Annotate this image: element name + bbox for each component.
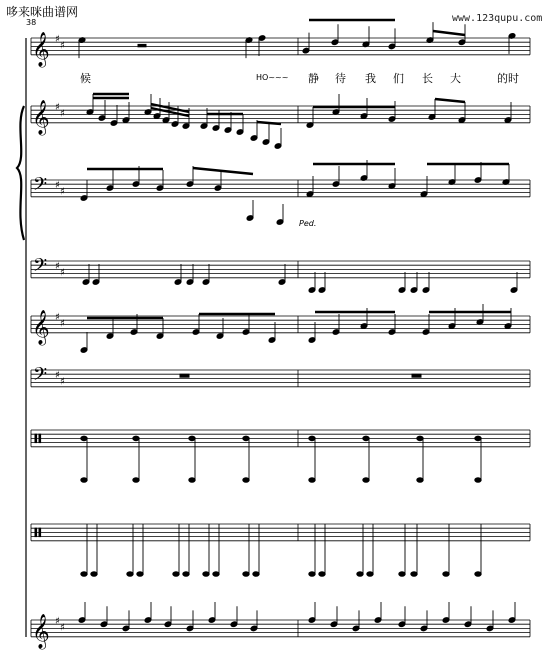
note-head xyxy=(262,139,270,146)
key-signature-sharp: ♯ xyxy=(60,622,65,634)
brace xyxy=(17,106,24,240)
note-head xyxy=(137,572,143,577)
note-head xyxy=(243,478,249,483)
note-head xyxy=(331,39,339,46)
note-head xyxy=(200,123,208,130)
lyric-word: 我 xyxy=(365,72,376,85)
note-head xyxy=(130,329,138,336)
note-head xyxy=(474,177,482,184)
note-head xyxy=(309,436,315,441)
key-signature-sharp: ♯ xyxy=(60,186,65,198)
note-head xyxy=(475,572,481,577)
note-head xyxy=(475,478,481,483)
note-head xyxy=(171,121,179,128)
beam xyxy=(257,122,281,124)
key-signature-sharp: ♯ xyxy=(60,318,65,330)
key-signature-sharp: ♯ xyxy=(60,376,65,388)
note-head xyxy=(278,279,286,286)
lyric-word: 大 xyxy=(450,72,461,85)
note-head xyxy=(422,287,430,294)
note-head xyxy=(388,116,396,123)
note-head xyxy=(309,572,315,577)
key-signature-sharp: ♯ xyxy=(55,312,60,323)
note-head xyxy=(302,47,310,54)
note-head xyxy=(417,478,423,483)
note-head xyxy=(357,572,363,577)
note-head xyxy=(156,333,164,340)
key-signature-sharp: ♯ xyxy=(60,40,65,52)
note-head xyxy=(510,287,518,294)
note-head xyxy=(110,120,118,127)
beam xyxy=(193,168,253,174)
note-head xyxy=(243,572,249,577)
note-head xyxy=(242,329,250,336)
note-head xyxy=(81,572,87,577)
note-head xyxy=(214,185,222,192)
lyric-word: 的时 xyxy=(497,72,519,85)
note-head xyxy=(80,195,88,202)
note-head xyxy=(443,572,449,577)
note-head xyxy=(91,572,97,577)
key-signature-sharp: ♯ xyxy=(60,267,65,279)
note-head xyxy=(458,117,466,124)
note-head xyxy=(133,478,139,483)
note-head xyxy=(309,478,315,483)
note-head xyxy=(475,436,481,441)
note-head xyxy=(203,572,209,577)
note-head xyxy=(268,337,276,344)
note-head xyxy=(363,478,369,483)
note-head xyxy=(132,181,140,188)
note-head xyxy=(398,287,406,294)
note-head xyxy=(258,35,266,42)
note-head xyxy=(486,625,494,632)
note-head xyxy=(318,287,326,294)
note-head xyxy=(306,191,314,198)
note-head xyxy=(144,617,152,624)
lyric-word: 静 xyxy=(308,72,319,85)
measure-number: 38 xyxy=(26,18,37,27)
note-head xyxy=(156,185,164,192)
note-head xyxy=(162,117,170,124)
treble-clef: 𝄞 xyxy=(32,31,50,67)
note-head xyxy=(420,625,428,632)
note-head xyxy=(186,279,194,286)
note-head xyxy=(508,617,516,624)
key-signature-sharp: ♯ xyxy=(60,108,65,120)
note-head xyxy=(81,478,87,483)
beam xyxy=(433,31,465,35)
note-head xyxy=(189,478,195,483)
note-head xyxy=(186,625,194,632)
note-head xyxy=(208,617,216,624)
note-head xyxy=(122,625,130,632)
lyric-word: 候 xyxy=(80,72,91,85)
note-head xyxy=(308,287,316,294)
key-signature-sharp: ♯ xyxy=(55,370,60,382)
percussion-clef xyxy=(35,528,37,536)
lyric-word: 长 xyxy=(422,72,433,85)
note-head xyxy=(332,329,340,336)
note-head xyxy=(274,143,282,150)
key-signature-sharp: ♯ xyxy=(55,261,60,273)
note-head xyxy=(442,617,450,624)
note-head xyxy=(127,572,133,577)
note-head xyxy=(92,279,100,286)
key-signature-sharp: ♯ xyxy=(55,102,60,113)
note-head xyxy=(417,436,423,441)
site-url: www.123qupu.com xyxy=(452,13,543,24)
note-head xyxy=(164,621,172,628)
note-head xyxy=(422,329,430,336)
site-title: 哆来咪曲谱网 xyxy=(6,5,79,19)
percussion-clef xyxy=(39,528,41,536)
treble-clef: 𝄞 xyxy=(32,99,50,135)
lyric-ho: HO~~~ xyxy=(256,73,289,82)
note-head xyxy=(363,436,369,441)
note-head xyxy=(250,135,258,142)
note-head xyxy=(398,621,406,628)
beam xyxy=(435,99,465,102)
note-head xyxy=(173,572,179,577)
percussion-clef xyxy=(39,434,41,442)
note-head xyxy=(100,621,108,628)
note-head xyxy=(504,117,512,124)
note-head xyxy=(98,115,106,122)
note-head xyxy=(319,572,325,577)
note-head xyxy=(212,125,220,132)
key-signature-sharp: ♯ xyxy=(55,616,60,627)
note-head xyxy=(253,572,259,577)
note-head xyxy=(224,127,232,134)
note-head xyxy=(374,617,382,624)
note-head xyxy=(106,333,114,340)
note-head xyxy=(122,117,130,124)
note-head xyxy=(420,191,428,198)
note-head xyxy=(106,185,114,192)
note-head xyxy=(182,123,190,130)
note-head xyxy=(213,572,219,577)
note-head xyxy=(276,219,284,226)
half-rest xyxy=(138,44,146,46)
note-head xyxy=(399,572,405,577)
key-signature-sharp: ♯ xyxy=(55,180,60,192)
whole-rest xyxy=(412,374,421,377)
key-signature-sharp: ♯ xyxy=(55,34,60,45)
note-head xyxy=(133,436,139,441)
bass-clef: 𝄢 xyxy=(33,364,48,390)
note-head xyxy=(308,337,316,344)
whole-rest xyxy=(180,374,189,377)
bass-clef: 𝄢 xyxy=(33,255,48,281)
treble-clef: 𝄞 xyxy=(32,613,50,649)
note-head xyxy=(186,181,194,188)
pedal-marking: Ped. xyxy=(299,219,317,228)
note-head xyxy=(174,279,182,286)
lyric-word: 们 xyxy=(393,72,404,85)
note-head xyxy=(236,129,244,136)
note-head xyxy=(388,43,396,50)
note-head xyxy=(410,287,418,294)
note-head xyxy=(81,436,87,441)
percussion-clef xyxy=(35,434,37,442)
note-head xyxy=(82,279,90,286)
note-head xyxy=(411,572,417,577)
note-head xyxy=(192,329,200,336)
note-head xyxy=(388,329,396,336)
note-head xyxy=(80,347,88,354)
note-head xyxy=(189,436,195,441)
bass-clef: 𝄢 xyxy=(33,174,48,200)
note-head xyxy=(332,181,340,188)
note-head xyxy=(230,621,238,628)
note-head xyxy=(352,625,360,632)
note-head xyxy=(330,621,338,628)
note-head xyxy=(464,621,472,628)
note-head xyxy=(243,436,249,441)
note-head xyxy=(183,572,189,577)
lyric-word: 待 xyxy=(335,72,346,85)
note-head xyxy=(202,279,210,286)
note-head xyxy=(367,572,373,577)
note-head xyxy=(308,617,316,624)
note-head xyxy=(250,625,258,632)
note-head xyxy=(246,215,254,222)
note-head xyxy=(78,617,86,624)
note-head xyxy=(216,333,224,340)
note-head xyxy=(458,39,466,46)
treble-clef: 𝄞 xyxy=(32,309,50,345)
